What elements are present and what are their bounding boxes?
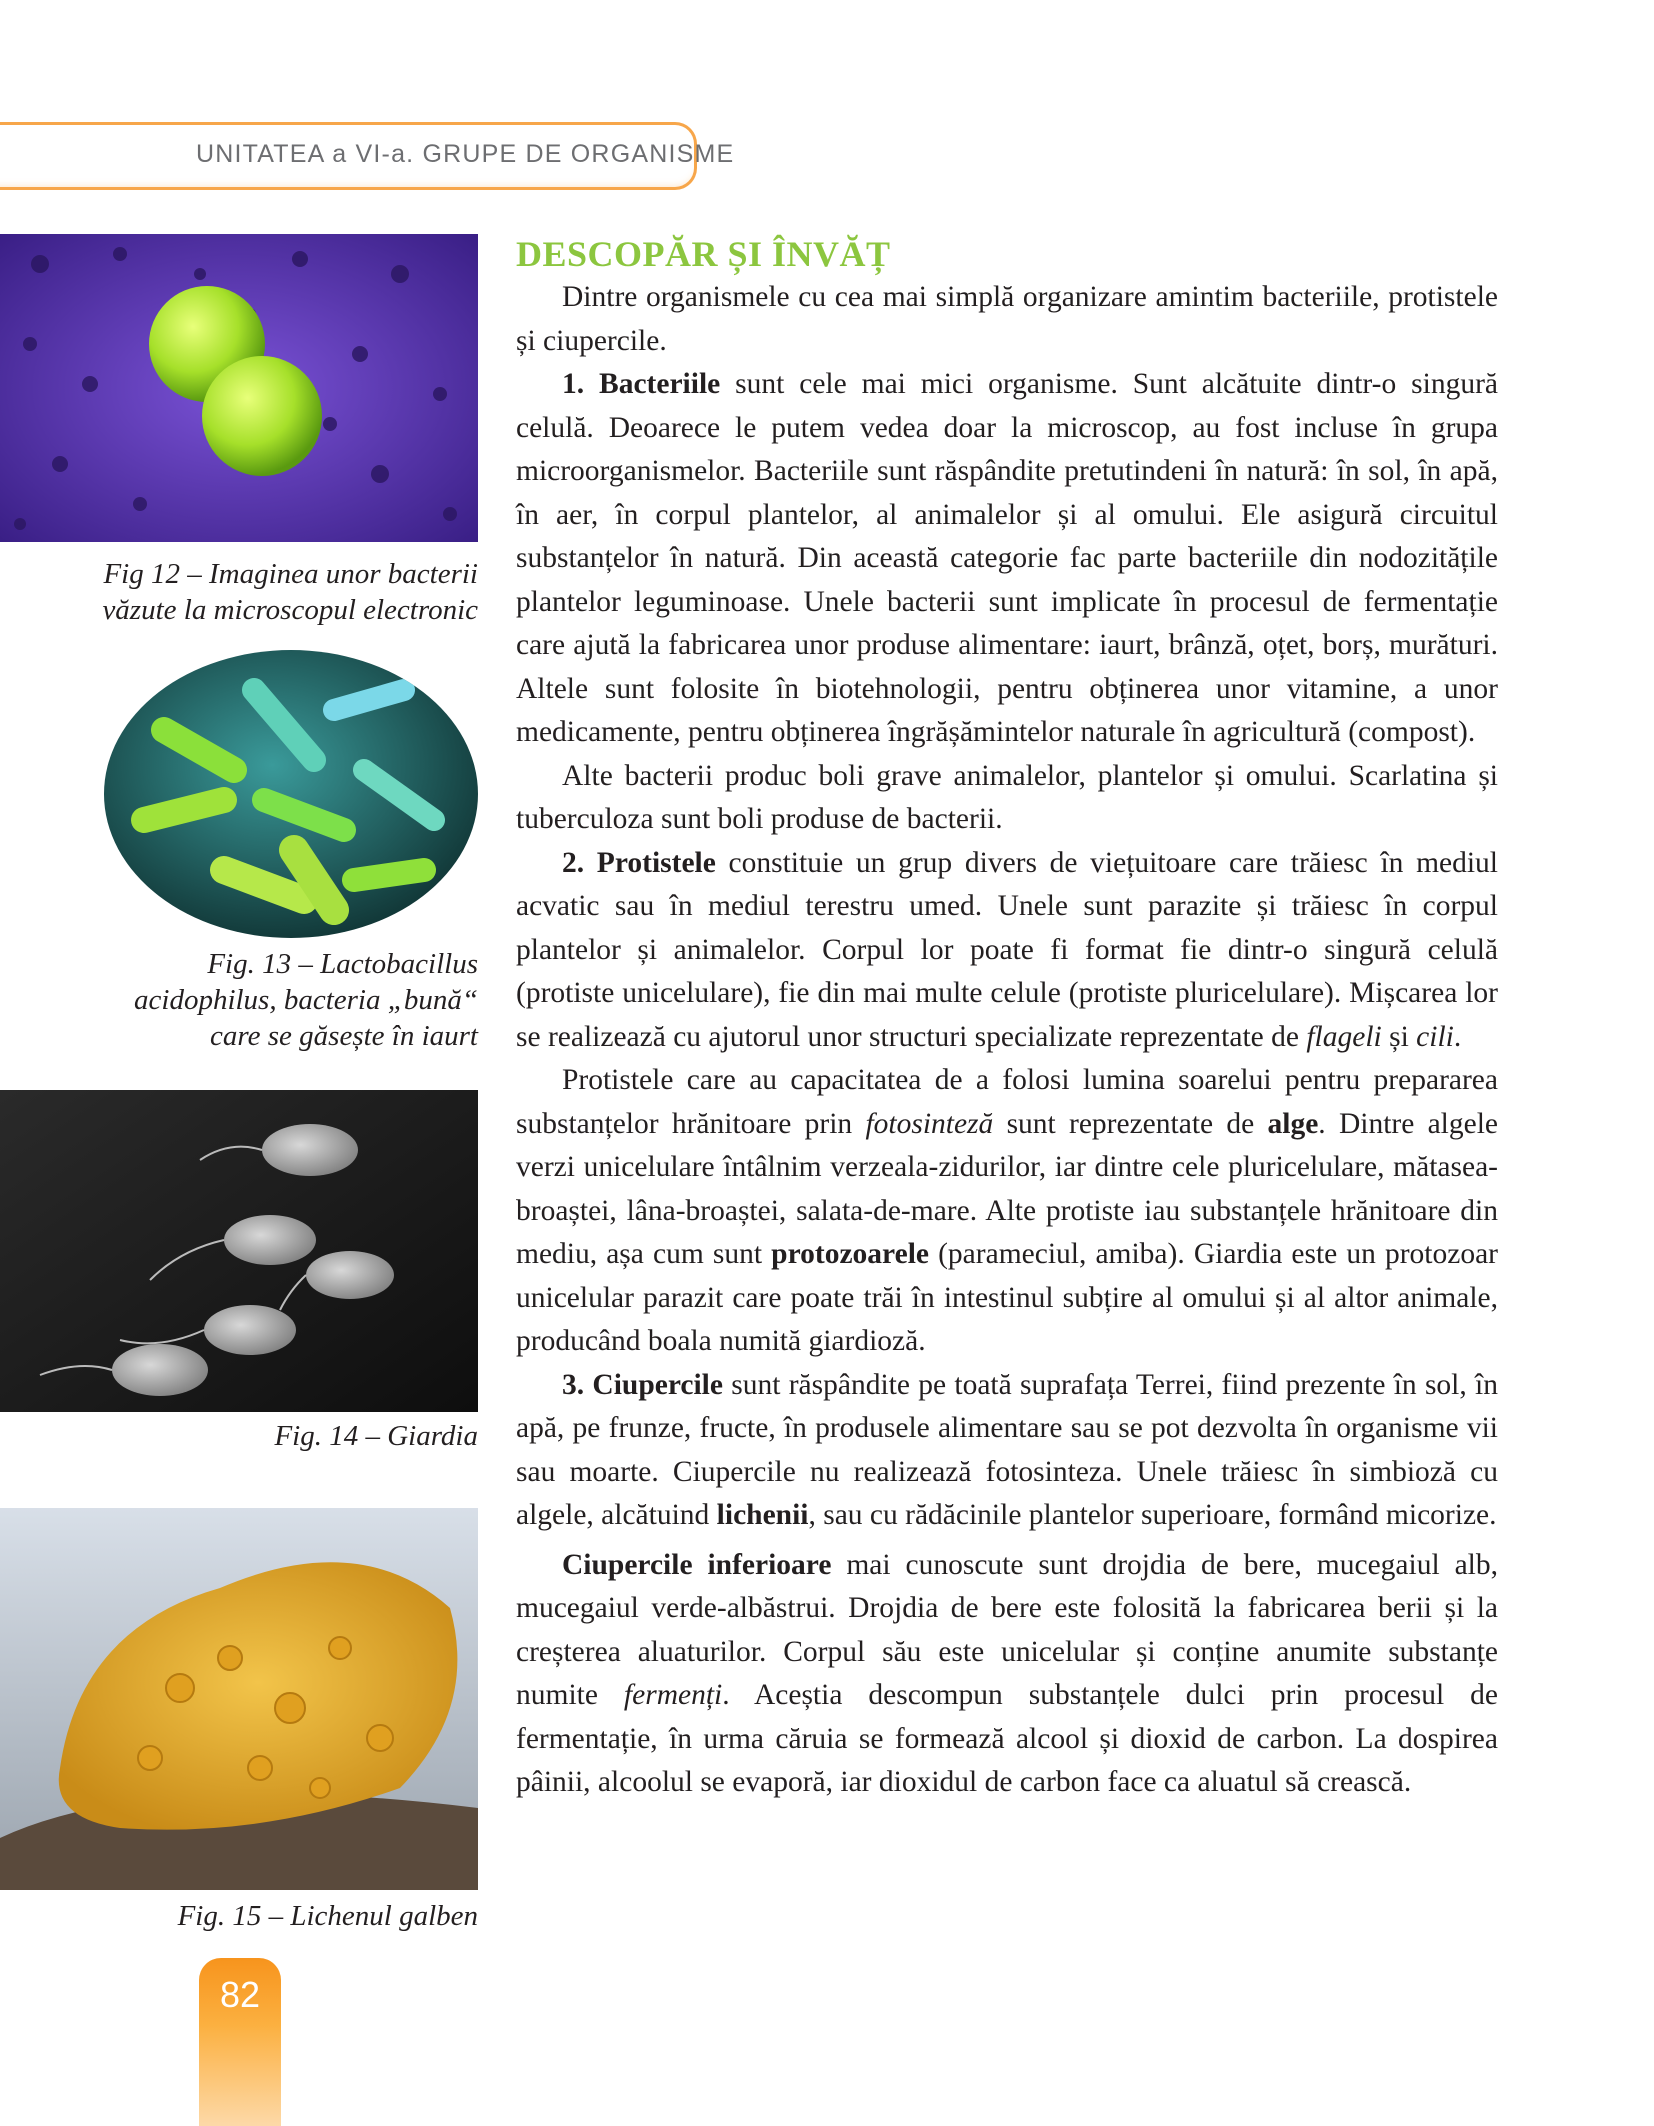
figure-15-lichen-image [0,1508,478,1890]
paragraph-diseases: Alte bacterii produc boli grave animalelor, plantelor și omului. Scarlatina și tuberculoza sunt boli produse de bacterii. [516,759,1498,835]
paragraph-fungi: 3. Ciupercile sunt răspândite pe toată suprafața Terrei, fiind prezente în sol, în apă, pe frunze, fructe, în produsele alimentare sau se pot dezvolta în organisme vii sau moarte. Ciupercile nu realizează fotosinteza. Unele trăiesc în simbioză cu algele, alcătuind lichenii, sau cu rădăcinile plantelor superioare, formând micorize. [516,1368,1498,1531]
paragraph-bacteria: 1. Bacteriile sunt cele mai mici organisme. Sunt alcătuite dintr-o singură celulă. Deoarece le putem vedea doar la microscop, au fost incluse în grupa microorganismelor. Bacteriile sunt răspândite pretutindeni în natură: în sol, în apă, în aer, în corpul plantelor, al animalelor și al omului. Ele asigură circuitul substanțelor în natură. Din această categorie fac parte bacteriile din nodozitățile plantelor leguminoase. Unele bacterii sunt implicate în procesul de fermentație care ajută la fabricarea unor produse alimentare: iaurt, brânză, oțet, borș, murături. Altele sunt folosite în biotehnologii, pentru obținerea unor vitamine, a unor medicamente, pentru obținerea îngrășămintelor naturale în agricultură (compost). [516,368,1498,748]
figure-13-lactobacillus-image [104,650,478,938]
figure-14-giardia-image [0,1090,478,1412]
figure-14-caption: Fig. 14 – Giardia [274,1420,478,1452]
paragraph-algae: Protistele care au capacitatea de a folosi lumina soarelui pentru prepararea substanțelor hrănitoare prin fotosinteză sunt reprezentate de alge. Dintre algele verzi unicelulare întâlnim verzeala-zidurilor, iar dintre cele pluricelulare, mătasea-broaștei, lâna-broaștei, salata-de-mare. Alte protiste iau substanțele hrănitoare din mediu, așa cum sunt protozoarele (parameciul, amiba). Giardia este un protozoar unicelular parazit care poate trăi în intestinul subțire al omului și al altor animale, producând boala numită giardioză. [516,1064,1498,1357]
paragraph-protists: 2. Protistele constituie un grup divers de viețuitoare care trăiesc în mediul acvatic sau în mediul terestru umed. Unele sunt parazite și trăiesc în corpul plantelor și animalelor. Corpul lor poate fi format fie dintr-o singură celulă (protiste unicelulare), fie din mai multe celule (protiste pluricelulare). Mișcarea lor se realizează cu ajutorul unor structuri specializate reprezentate de flageli și cili. [516,846,1499,1053]
page-number: 82 [219,1974,261,2015]
section-title: DESCOPĂR ȘI ÎNVĂȚ [516,234,891,274]
figure-12-bacteria-image [0,234,478,542]
figure-15-caption: Fig. 15 – Lichenul galben [177,1900,478,1932]
paragraph-lower-fungi: Ciupercile inferioare mai cunoscute sunt drojdia de bere, mucegaiul alb, mucegaiul verde-albăstrui. Drojdia de bere este folosită la fabricarea berii și la creșterea aluaturilor. Corpul său este unicelular și conține anumite substanțe numite fermenți. Aceștia descompun substanțele dulci prin procesul de fermentație, în urma căruia se formează alcool și dioxid de carbon. La dospirea pâinii, alcoolul se evaporă, iar dioxidul de carbon face ca aluatul să crească. [516,1548,1499,1798]
figure-13-caption: Fig. 13 – Lactobacillus acidophilus, bacteria „bună“ care se găsește în iaurt [134,948,478,1052]
figure-12-caption: Fig 12 – Imaginea unor bacterii văzute la microscopul electronic [102,558,478,626]
unit-title: UNITATEA a VI-a. GRUPE DE ORGANISME [196,140,735,168]
main-content [516,232,1498,1805]
paragraph-intro: Dintre organismele cu cea mai simplă organizare amintim bacteriile, protistele și ciupercile. [516,281,1498,357]
